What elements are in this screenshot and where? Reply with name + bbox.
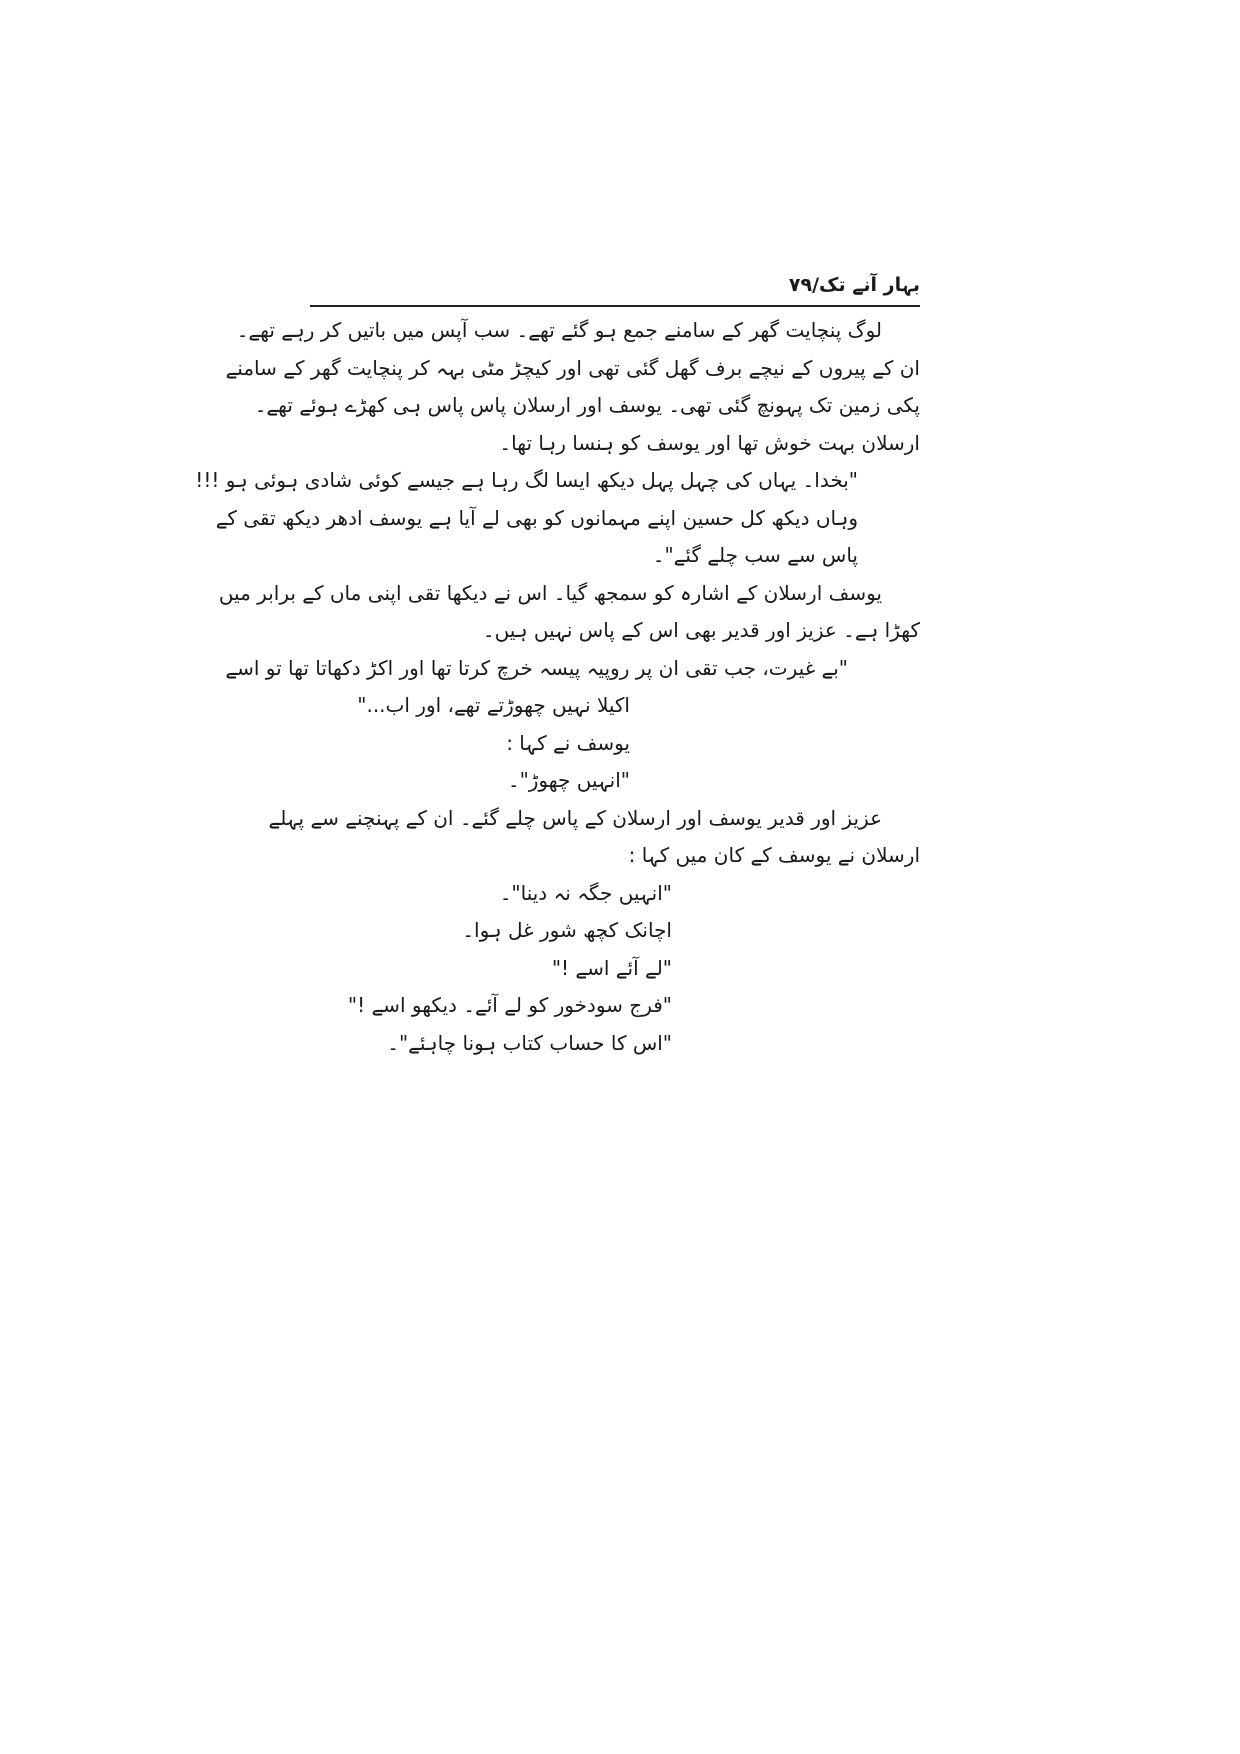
text-line: "بخدا۔ یہاں کی چہل پہل دیکھ ایسا لگ رہا ہے جیسے کوئی شادی ہوئی ہو !!!: [195, 468, 858, 492]
text-line: پکی زمین تک پہونچ گئی تھی۔ یوسف اور ارسلان پاس پاس ہی کھڑے ہوئے تھے۔: [254, 393, 920, 417]
text-line: وہاں دیکھ کل حسین اپنے مہمانوں کو بھی لے آیا ہے یوسف ادھر دیکھ تقی کے: [215, 505, 858, 530]
text-line: لوگ پنچایت گھر کے سامنے جمع ہو گئے تھے۔ سب آپس میں باتیں کر رہے تھے۔: [236, 318, 882, 342]
text-line: ارسلان بہت خوش تھا اور یوسف کو ہنسا رہا تھا۔: [499, 430, 920, 455]
text-line: اکیلا نہیں چھوڑتے تھے، اور اب...": [357, 693, 630, 717]
text-line: اچانک کچھ شور غل ہوا۔: [462, 918, 672, 942]
text-line: "بے غیرت، جب تقی ان پر روپیہ پیسہ خرچ کرتا تھا اور اکڑ دکھاتا تھا تو اسے: [225, 655, 848, 680]
text-line: "انہیں چھوڑ"۔: [507, 768, 630, 792]
text-line: "انہیں جگہ نہ دینا"۔: [499, 880, 672, 905]
text-line: یوسف ارسلان کے اشارہ کو سمجھ گیا۔ اس نے دیکھا تقی اپنی ماں کے برابر میں: [218, 580, 882, 605]
header-rule: [310, 305, 920, 307]
running-header: بہار آنے تک/۷۹: [788, 274, 920, 296]
text-line: پاس سے سب چلے گئے"۔: [652, 543, 858, 567]
text-line: ان کے پیروں کے نیچے برف گھل گئی تھی اور کیچڑ مٹی بہہ کر پنچایت گھر کے سامنے: [225, 355, 920, 380]
text-line: عزیز اور قدیر یوسف اور ارسلان کے پاس چلے گئے۔ ان کے پہنچنے سے پہلے: [268, 805, 882, 830]
text-line: "فرج سودخور کو لے آئے۔ دیکھو اسے !": [347, 993, 672, 1017]
text-line: یوسف نے کہا :: [506, 730, 630, 755]
text-line: کھڑا ہے۔ عزیز اور قدیر بھی اس کے پاس نہیں ہیں۔: [482, 618, 920, 642]
body-text: [195, 312, 920, 1062]
text-line: "اس کا حساب کتاب ہونا چاہئے"۔: [387, 1030, 672, 1055]
text-line: ارسلان نے یوسف کے کان میں کہا :: [628, 843, 920, 867]
text-line: "لے آئے اسے !": [551, 955, 672, 980]
